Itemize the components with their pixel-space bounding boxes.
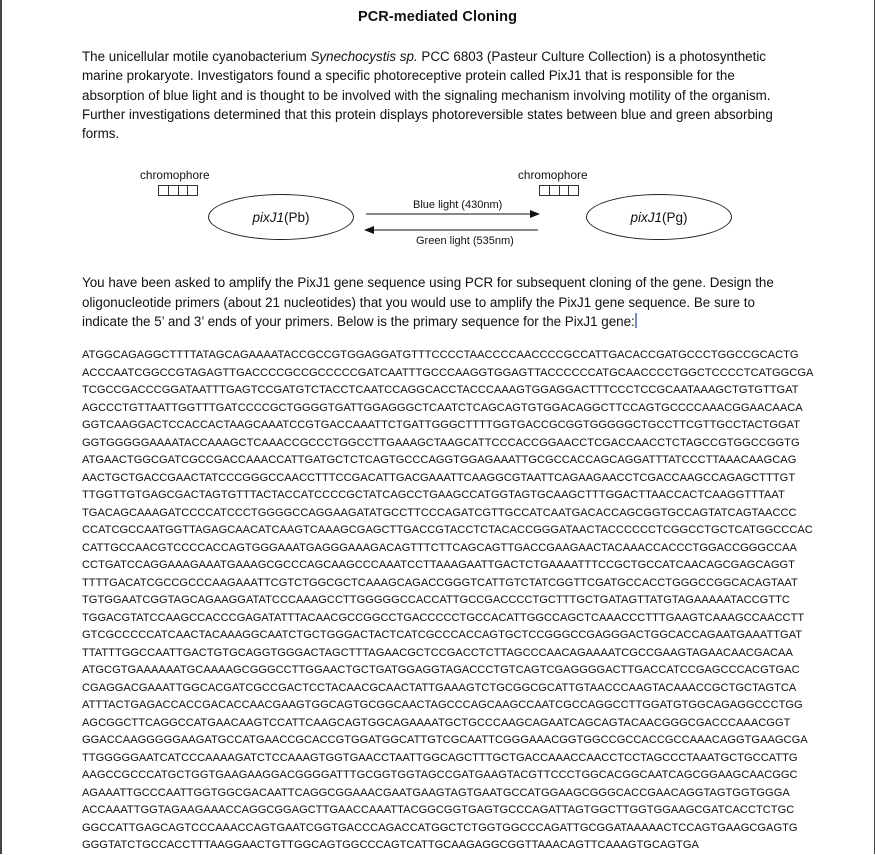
sequence-line: ATGCGTGAAAAAATGCAAAAGCGGGCCTTGGAACTGCTGATGGAGGTAGACCCTGTCAGTCGAGGGGACTTGACCATCCGAGCCCACGTGAC [82, 664, 800, 676]
sequence-line: ATGAACTGGCGATCGCCGACCAAACCATTGATGCTCTCAGTGCCCAGGTGGAGAAATTGCGCCACCAGCAGGATTTATCCCTTAAACAAGCAG [82, 454, 797, 466]
sequence-line: CGAGGACGAAATTGGCACGATCGCCGACTCCTACAACGCAACTATTGAAAGTCTGCGGCGCATTGTAACCCAAGTACAAACCGCTGCTAGTCA [82, 681, 797, 694]
green-light-label: Green light (535nm) [416, 235, 514, 247]
sequence-line: AGCCCTGTTAATTGGTTTGATCCCCGCTGGGGTGATTGGAGGGCTCAATCTCAGCAGTGTGGACAGGCTTCCAGTGCCCCAAACGGAACAACA [82, 401, 803, 414]
photoconversion-diagram [0, 160, 875, 260]
sequence-line: AGCGGCTTCAGGCCATGAACAAGTCCATTCAAGCAGTGGCAGAAAATGCTGCCCAAGCAGAATCAGCAGTACAACGGGCGACCCAAACGGT [82, 716, 791, 729]
left-gene-name: pixJ1 [252, 209, 284, 225]
sequence-line: GGTCAAGGACTCCACCACTAAGCAAATCCGTGACCAAATTCTGATTGGGCTTTTGGTGACCGCGGTGGGGGCTGCCTTCGTTGCCTACTGGAT [82, 419, 801, 431]
right-state-label: (Pg) [662, 209, 688, 225]
intro-text-rest: PCC 6803 (Pasteur Culture Collection) is a photosynthetic marine prokaryote. Investigators found a specific photoreceptive protein called PixJ1 that is responsible for the absorption of blue light and is thought to be involved with the signaling mechanism involving motility of the organism. Further investigations determined that this protein displays photoreversible states between blue and green absorbing forms. [82, 49, 773, 142]
text-cursor [635, 313, 637, 328]
task-text: You have been asked to amplify the PixJ1 gene sequence using PCR for subsequent cloning of the gene. Design the oligonucleotide primers (about 21 nucleotides) that you would use to amplify the PixJ1 gene sequence. Be sure to indicate the 5’ and 3’ ends of your primers. Below is the primary sequence for the PixJ1 gene: [82, 275, 774, 329]
task-paragraph [82, 273, 797, 332]
left-protein-ellipse [208, 194, 354, 240]
sequence-line: TTGGTTGTGAGCGACTAGTGTTTACTACCATCCCCGCTATCAGCCTGAAGCCATGGTAGTGCAAGCTTTGGACTTAACCACTCAAGGTTTAAT [82, 489, 785, 501]
sequence-line: TTTTGACATCGCCGCCCAAGAAATTCGTCTGGCGCTCAAAGCAGACCGGGTCATTGTCTATCGGTTCGATGCCACCTGGGCCGGCACAGTAAT [82, 576, 798, 589]
blue-light-label: Blue light (430nm) [413, 199, 503, 211]
sequence-line: ATGGCAGAGGCTTTTATAGCAGAAAATACCGCCGTGGAGGATGTTTCCCCTAACCCCAACCCCGCCATTGACACCGATGCCCTGGCCGCACTG [82, 349, 799, 361]
species-name: Synechocystis sp. [310, 49, 418, 64]
sequence-line: GGGTATCTGCCACCTTTAAGGAACTGTTGGCAGTGGCCCAGTCATTGCAAGAGGCGGTTAAACAGTTCAAAGTGCAGTGA [82, 839, 699, 851]
sequence-line: GGTGGGGGAAAATACCAAAGCTCAAACCGCCCTGGCCTTGAAAGCTAAGCATTCCCACCGGAACCTCGACCAACCTCTAGCCGTGGCCGGTG [82, 436, 800, 449]
sequence-line: TGGACGTATCCAAGCCACCCGAGATATTTACAACGCCGGCCTGACCCCCTGCCACATTGGCCAGCTCAAACCCTTTGAAGTCAAAGCCAACCTT [82, 611, 805, 624]
sequence-line: TGACAGCAAAGATCCCCATCCCTGGGGCCAGGAAGATATGCCTTCCCAGATCGTTGCCATCAATGACACCAGCGGTGCCAGTATCAGTAACCC [82, 506, 797, 519]
gene-sequence [82, 347, 814, 855]
sequence-line: AACTGCTGACCGAACTATCCCGGGCCAACCTTTCCGACATTGACGAAATTCAAGGCGTAATTCAGAAGAACCTCGACCAAGCCAGAGCTTTGT [82, 471, 796, 484]
left-chromophore-icon [158, 185, 198, 196]
right-chromophore-icon [539, 185, 579, 196]
intro-paragraph [82, 47, 797, 143]
left-chromophore-label: chromophore [140, 168, 210, 182]
left-state-label: (Pb) [284, 209, 310, 225]
sequence-line: AGAAATTGCCCAATTGGTGGCGACAATTCAGGCGGAAACGAATGAAGTAGTGAATGCCATGGAAGCGGGCACCGAACAGGTAGTGGTGGGA [82, 786, 790, 799]
sequence-line: ATTTACTGAGACCACCGACACCAACGAAGTGGCAGTGCGGCAACTAGCCCAGCAAGCCAATCGCCAGGCCTTGGATGTGGCAGAGGCCCTGG [82, 699, 803, 711]
right-gene-name: pixJ1 [630, 209, 662, 225]
equilibrium-arrows-icon [360, 208, 550, 238]
page-left-border [0, 0, 2, 854]
sequence-line: ACCCAATCGGCCGTAGAGTTGACCCCGCCGCCCCCGATCAATTTGCCCAAGGTGGAGTTACCCCCCATGCAACCCCTGGCTCCCCTCATGGCGA [82, 366, 814, 379]
intro-text-start: The unicellular motile cyanobacterium [82, 49, 311, 64]
sequence-line: AAGCCGCCCATGCTGGTGAAGAAGGACGGGGATTTGCGGTGGTAGCCGATGAAGTACGTTCCCTGGCACGGCAATCAGCGGAAGCAACGGC [82, 769, 798, 781]
sequence-line: GGCCATTGAGCAGTCCCAAACCAGTGAATCGGTGACCCAGACCATGGCTCTGGTGGCCCAGATTGCGGATAAAAACTCCAGTGAAGCGAGTG [82, 821, 798, 834]
sequence-line: ACCAAATTGGTAGAAGAAACCAGGCGGAGCTTGAACCAAATTACGGCGGTGAGTGCCCAGATTAGTGGCTTGGTGGAAGCGATCACCTCTGC [82, 804, 795, 816]
sequence-line: TTGGGGGAATCATCCCAAAAGATCTCCAAAGTGGTGAACCTAATTGGCAGCTTTGCTGACCAAACCAACCTCCTAGCCCTAAATGCTGCCATTG [82, 751, 798, 764]
sequence-line: GTCGCCCCCATCAACTACAAAGGCAATCTGCTGGGACTACTCATCGCCCACCAGTGCTCCGGGCCGAGGGACTGGCACCAGAATGAAATTGAT [82, 629, 803, 641]
page-title: PCR-mediated Cloning [357, 9, 518, 25]
sequence-line: GGACCAAGGGGGAAGATGCCATGAACCGCACCGTGGATGGCATTGTCGCAATTCGGGAAACGGTGGCCGCCACCGCCAAACAGGTGAAGCGA [82, 734, 808, 746]
sequence-line: TCGCCGACCCGGATAATTTGAGTCCGATGTCTACCTCAATCCAGGCACCTACCCAAAGTGGAGGACTTTCCCTCCGCAATAAAGCTGTGTTGAT [82, 384, 799, 396]
sequence-line: CCATCGCCAATGGTTAGAGCAACATCAAGTCAAAGCGAGCTTGACCGTACCTCTACACCGGGATAACTACCCCCCTCGGCCTGCTCATGGCCCAC [82, 524, 813, 536]
sequence-line: CATTGCCAACGTCCCCACCAGTGGGAAATGAGGGAAAGACAGTTTCTTCAGCAGTTGACCGAAGAACTACAAACCACCCTGGACCGGGCCAA [82, 541, 797, 554]
right-protein-ellipse [586, 194, 732, 240]
sequence-line: TGTGGAATCGGTAGCAGAAGGATATCCCAAAGCCTTGGGGGCCACCATTGCCGACCCCTGCTTTGCTGATAGTTATGTAGAAAAATACCGTTC [82, 594, 790, 606]
sequence-line: CCTGATCCAGGAAAGAAATGAAAGCGCCCAGCAAGCCCAAATCCTTAAAGAATTGACTCTGAAAATTTCCGCTGCCATCAACAGCGAGCAGGT [82, 559, 795, 571]
sequence-line: TTATTTGGCCAATTGACTGTGCAGGTGGGACTAGCTTTAGAACGCTCCGACCTCTTAGCCCAACAGAAAATCGCCGAAGTAGAACAACGACAA [82, 646, 793, 659]
right-chromophore-label: chromophore [518, 168, 588, 182]
